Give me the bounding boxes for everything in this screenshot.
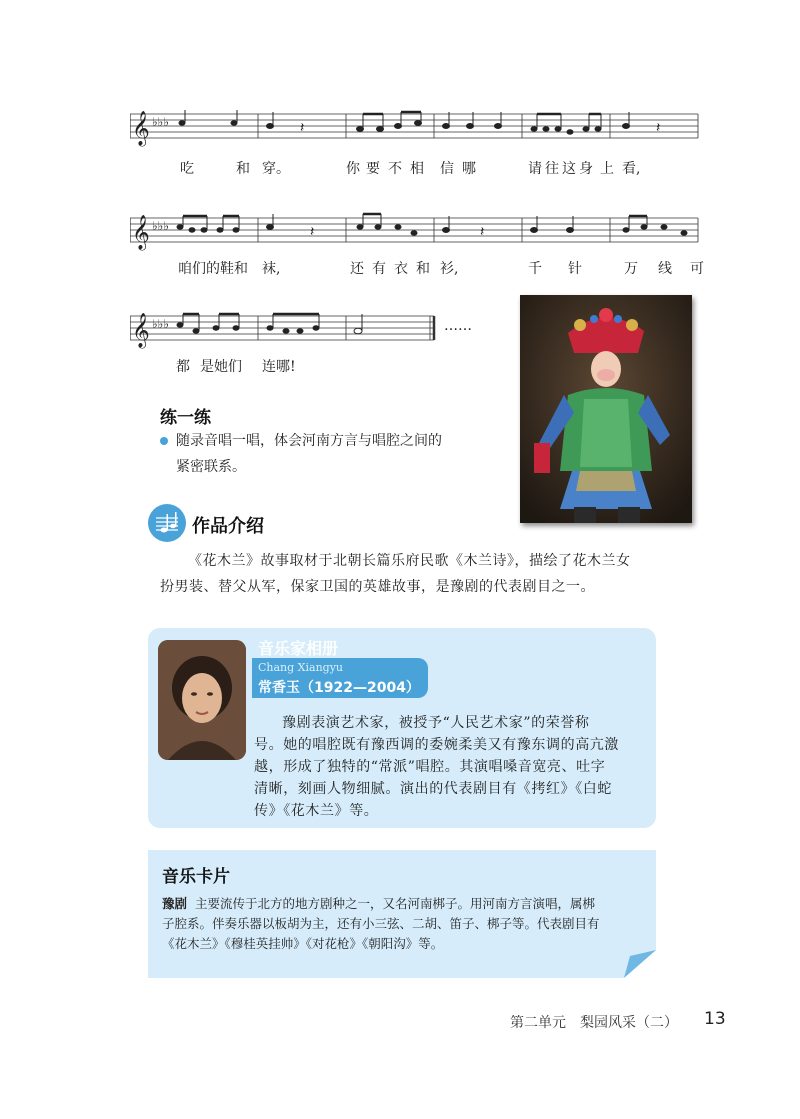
musician-bio: [254, 712, 654, 822]
svg-text:𝄞: 𝄞: [132, 215, 150, 250]
lyric: 是她们: [200, 359, 242, 375]
footer-unit: 第二单元 梨园风采（二）: [510, 1015, 678, 1031]
lyric: 线: [658, 261, 672, 277]
lyric: 针: [568, 261, 582, 277]
lyric: 千: [528, 261, 542, 277]
intro-title: 作品介绍: [192, 516, 264, 537]
album-title: 音乐家相册: [258, 639, 339, 658]
intro-text: [160, 548, 720, 600]
music-staff-3: [130, 310, 440, 350]
musician-name: 常香玉（1922—2004）: [258, 680, 420, 696]
svg-text:♭♭♭: ♭♭♭: [152, 317, 169, 331]
lyric: 不: [388, 161, 402, 177]
music-note-icon: [148, 504, 186, 542]
lyric: 咱们的鞋和: [178, 261, 248, 277]
card-term: 豫剧: [162, 896, 188, 911]
intro-line-2: 扮男装、替父从军，保家卫国的英雄故事，是豫剧的代表剧目之一。: [160, 579, 595, 595]
practice-line-1: 随录音唱一唱，体会河南方言与唱腔之间的: [176, 433, 442, 449]
svg-text:𝄽: 𝄽: [310, 224, 315, 240]
lyrics-line-2: [0, 258, 800, 278]
lyric: 身: [579, 161, 593, 177]
svg-text:𝄞: 𝄞: [132, 313, 150, 348]
opera-performer-photo: [520, 295, 692, 523]
card-line-1: 主要流传于北方的地方剧种之一，又名河南梆子。用河南方言演唱，属梆: [195, 896, 596, 911]
lyric: 衫,: [440, 261, 459, 277]
lyric: 和: [416, 261, 430, 277]
bio-line-2: 号。她的唱腔既有豫西调的委婉柔美又有豫东调的高亢激: [254, 737, 619, 753]
svg-text:𝄞: 𝄞: [132, 111, 150, 146]
lyric: 哪: [462, 161, 476, 177]
lyric: 都: [176, 359, 190, 375]
lyric: 信: [440, 161, 454, 177]
lyric: 和: [236, 161, 250, 177]
lyric: 请: [528, 161, 542, 177]
practice-text: [160, 428, 500, 480]
lyric: 还: [350, 261, 364, 277]
card-line-2: 子腔系。伴奏乐器以板胡为主，还有小三弦、二胡、笛子、梆子等。代表剧目有: [162, 916, 600, 931]
svg-text:♭♭♭: ♭♭♭: [152, 219, 169, 233]
bio-line-5: 传》《花木兰》等。: [254, 803, 379, 819]
lyric: 连哪!: [262, 359, 296, 375]
lyrics-line-3: [0, 356, 480, 376]
musician-portrait: [158, 640, 246, 760]
practice-title: 练一练: [160, 408, 211, 428]
svg-text:𝄽: 𝄽: [480, 224, 485, 240]
page-number: 13: [704, 1009, 726, 1029]
lyric: 这: [562, 161, 576, 177]
lyric: 往: [545, 161, 559, 177]
lyric: 吃: [180, 161, 194, 177]
intro-line-1: 《花木兰》故事取材于北朝长篇乐府民歌《木兰诗》，描绘了花木兰女: [188, 553, 631, 569]
svg-text:𝄽: 𝄽: [656, 120, 661, 136]
lyric: 袜,: [262, 261, 281, 277]
continuation-ellipsis: ……: [444, 318, 472, 334]
lyric: 相: [410, 161, 424, 177]
lyric: 衣: [394, 261, 408, 277]
music-card-title: 音乐卡片: [162, 867, 230, 887]
lyric: 有: [372, 261, 386, 277]
music-card-text: [162, 894, 652, 954]
svg-text:♭♭♭: ♭♭♭: [152, 115, 169, 129]
bullet-icon: [160, 437, 168, 445]
lyric: 要: [366, 161, 380, 177]
page-curl-icon: [624, 950, 656, 978]
svg-text:𝄽: 𝄽: [300, 120, 305, 136]
lyrics-line-1: [0, 158, 800, 178]
lyric: 可: [690, 261, 704, 277]
lyric: 上: [600, 161, 614, 177]
musician-pinyin: Chang Xiangyu: [258, 661, 344, 674]
music-staff-2: [130, 212, 700, 252]
practice-line-2: 紧密联系。: [176, 459, 246, 475]
bio-line-1: 豫剧表演艺术家，被授予“人民艺术家”的荣誉称: [282, 715, 590, 731]
lyric: 穿。: [262, 161, 290, 177]
music-staff-1: [130, 108, 700, 148]
bio-line-4: 清晰，刻画人物细腻。演出的代表剧目有《拷红》《白蛇: [254, 781, 612, 797]
lyric: 万: [624, 261, 638, 277]
lyric: 看,: [622, 161, 641, 177]
lyric: 你: [346, 161, 360, 177]
bio-line-3: 越，形成了独特的“常派”唱腔。其演唱嗓音宽亮、吐字: [254, 759, 606, 775]
card-line-3: 《花木兰》《穆桂英挂帅》《对花枪》《朝阳沟》等。: [162, 936, 444, 951]
